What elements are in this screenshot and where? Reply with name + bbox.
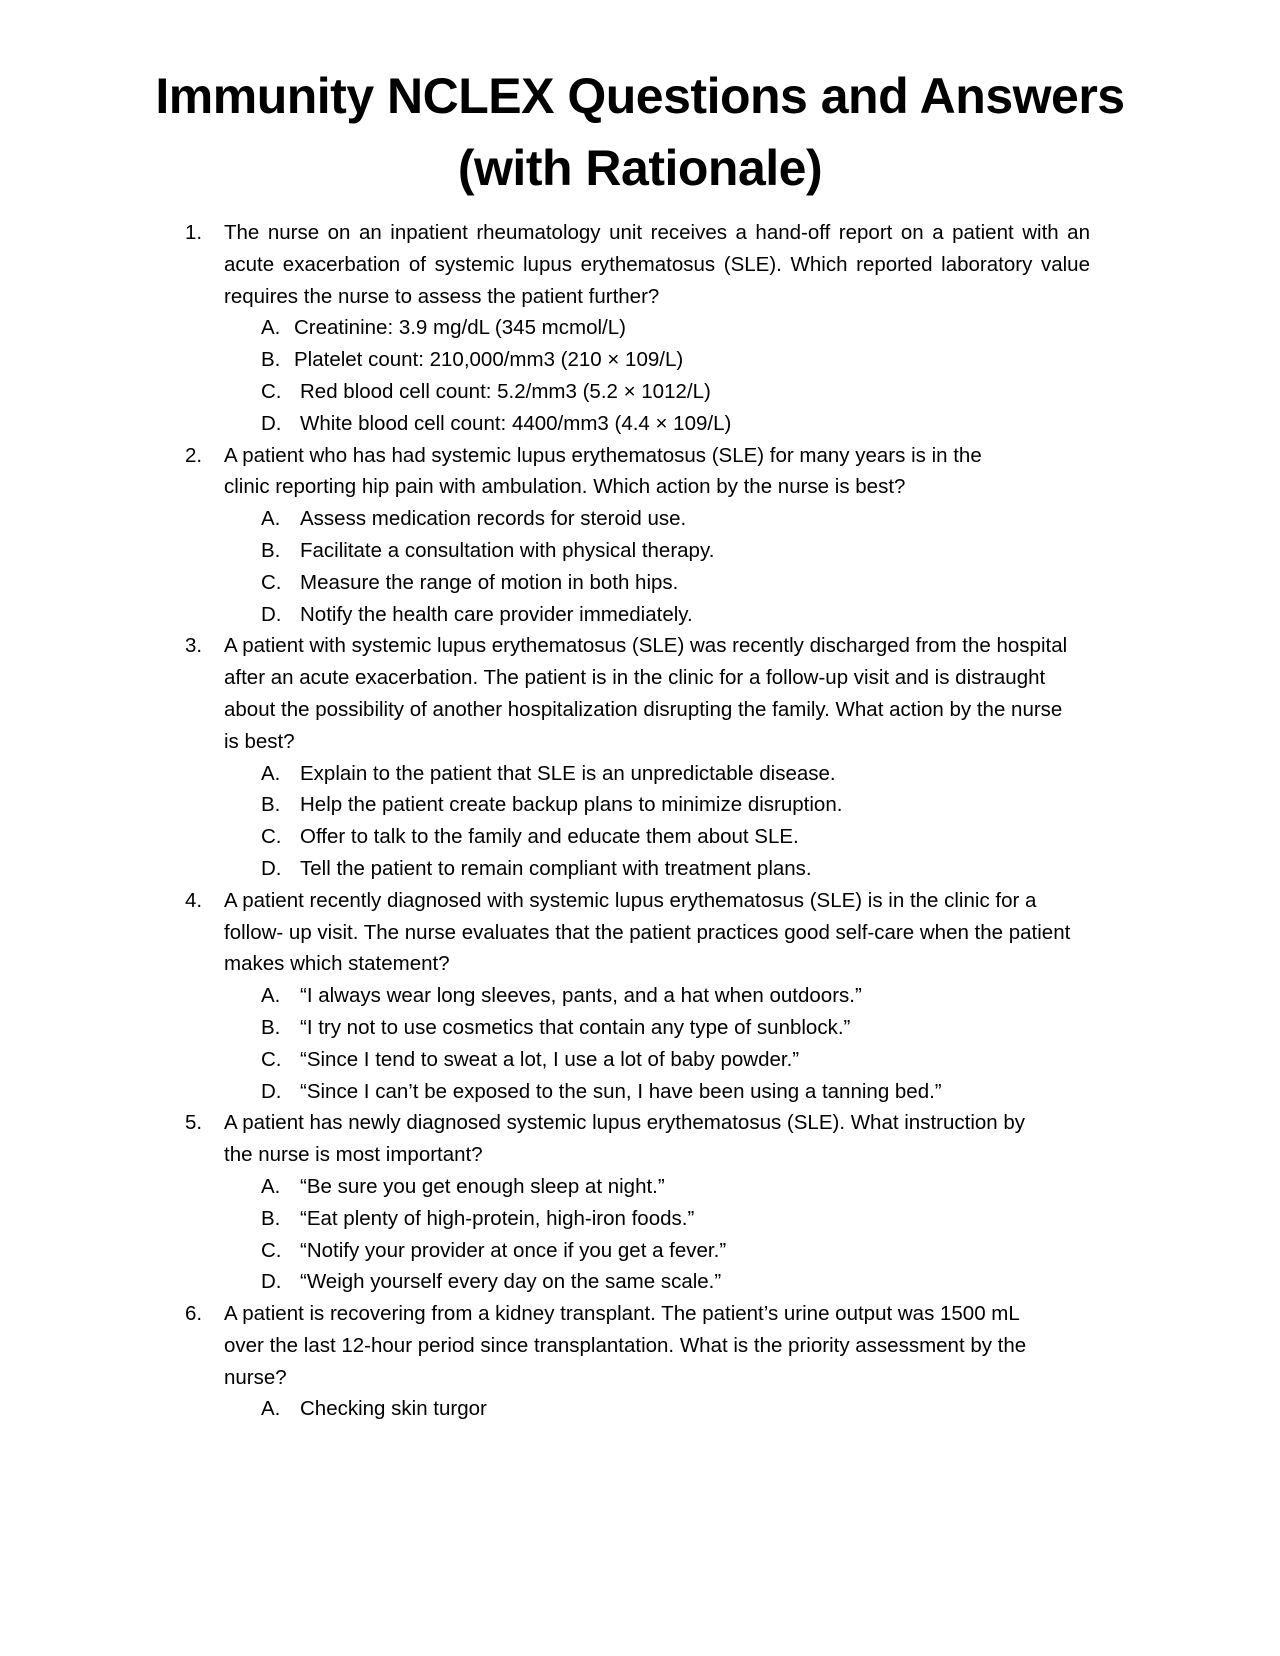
title-line-2: (with Rationale) — [457, 140, 823, 196]
question-number: 5. — [185, 1111, 203, 1135]
option-text: “Be sure you get enough sleep at night.” — [300, 1174, 665, 1198]
question-3 — [0, 630, 1280, 884]
title-line-1: Immunity NCLEX Questions and Answers — [155, 68, 1125, 124]
question-4 — [0, 885, 1280, 1108]
option-letter: C. — [261, 570, 282, 594]
option-text: Explain to the patient that SLE is an unpredictable disease. — [300, 761, 836, 785]
option-text: “Since I can’t be exposed to the sun, I have been using a tanning bed.” — [300, 1079, 942, 1103]
question-text-line: over the last 12-hour period since transplantation. What is the priority assessment by the — [224, 1333, 1027, 1357]
option-b — [0, 535, 1280, 567]
option-letter: D. — [261, 1079, 282, 1103]
option-b — [0, 1203, 1280, 1235]
question-number: 4. — [185, 888, 203, 912]
option-letter: B. — [261, 1206, 281, 1230]
option-text: “I always wear long sleeves, pants, and a hat when outdoors.” — [300, 984, 862, 1008]
option-list — [0, 758, 1280, 885]
option-letter: C. — [261, 825, 282, 849]
option-list — [0, 312, 1280, 439]
option-letter: A. — [261, 507, 281, 531]
option-letter: A. — [261, 984, 281, 1008]
question-6 — [0, 1298, 1280, 1425]
option-letter: B. — [261, 348, 281, 372]
question-text — [224, 1298, 1090, 1393]
option-text: “Weigh yourself every day on the same scale.” — [300, 1270, 722, 1294]
option-text: Checking skin turgor — [300, 1397, 487, 1421]
question-number: 1. — [185, 221, 203, 244]
option-letter: A. — [261, 316, 281, 340]
question-text-line: A patient has newly diagnosed systemic lupus erythematosus (SLE). What instruction by — [224, 1111, 1026, 1135]
option-letter: B. — [261, 793, 281, 817]
option-letter: D. — [261, 411, 282, 435]
question-text-line: A patient who has had systemic lupus erythematosus (SLE) for many years is in the — [224, 443, 982, 467]
option-b — [0, 344, 1280, 376]
document-title — [120, 60, 1160, 204]
option-letter: A. — [261, 1397, 281, 1421]
question-text-line: is best? — [224, 729, 295, 753]
option-letter: A. — [261, 1174, 281, 1198]
option-text: “Notify your provider at once if you get a fever.” — [300, 1238, 727, 1262]
option-b — [0, 789, 1280, 821]
question-1 — [0, 217, 1280, 440]
option-text: Measure the range of motion in both hips. — [300, 570, 679, 594]
option-text: Help the patient create backup plans to minimize disruption. — [300, 793, 843, 817]
question-text-line: follow- up visit. The nurse evaluates that the patient practices good self-care when the patient — [224, 920, 1071, 944]
option-list — [0, 1171, 1280, 1298]
option-text: Notify the health care provider immediately. — [300, 602, 693, 626]
question-text — [224, 630, 1090, 757]
option-text: Creatinine: 3.9 mg/dL (345 mcmol/L) — [294, 316, 626, 340]
option-a — [0, 503, 1280, 535]
question-2 — [0, 440, 1280, 631]
option-c — [0, 821, 1280, 853]
option-b — [0, 1012, 1280, 1044]
option-letter: C. — [261, 1238, 282, 1262]
option-text: Red blood cell count: 5.2/mm3 (5.2 × 1012/L) — [300, 379, 711, 403]
question-text — [224, 1107, 1090, 1171]
option-text: “I try not to use cosmetics that contain any type of sunblock.” — [300, 1015, 851, 1039]
question-text-line: after an acute exacerbation. The patient is in the clinic for a follow-up visit and is distraught — [224, 666, 1046, 690]
question-number: 2. — [185, 443, 203, 467]
question-number: 3. — [185, 634, 203, 658]
option-list — [0, 503, 1280, 630]
question-text — [224, 440, 1090, 504]
option-d — [0, 408, 1280, 440]
option-d — [0, 599, 1280, 631]
option-d — [0, 853, 1280, 885]
option-text: Assess medication records for steroid use. — [300, 507, 687, 531]
option-a — [0, 312, 1280, 344]
question-text-line: about the possibility of another hospitalization disrupting the family. What action by the nurse — [224, 697, 1063, 721]
option-letter: A. — [261, 761, 281, 785]
option-d — [0, 1266, 1280, 1298]
option-letter: B. — [261, 538, 281, 562]
option-text: Tell the patient to remain compliant with treatment plans. — [300, 856, 812, 880]
question-text-line: clinic reporting hip pain with ambulation. Which action by the nurse is best? — [224, 475, 906, 499]
option-letter: D. — [261, 602, 282, 626]
question-text-line: A patient is recovering from a kidney transplant. The patient’s urine output was 1500 mL — [224, 1302, 1020, 1326]
option-a — [0, 1393, 1280, 1425]
option-c — [0, 567, 1280, 599]
option-d — [0, 1076, 1280, 1108]
option-text: Platelet count: 210,000/mm3 (210 × 109/L) — [294, 348, 684, 372]
question-text-line: makes which statement? — [224, 952, 450, 976]
option-letter: C. — [261, 1047, 282, 1071]
option-text: “Eat plenty of high-protein, high-iron foods.” — [300, 1206, 695, 1230]
option-letter: D. — [261, 1270, 282, 1294]
question-number: 6. — [185, 1302, 203, 1326]
option-letter: B. — [261, 1015, 281, 1039]
question-list — [0, 217, 1280, 1425]
option-text: White blood cell count: 4400/mm3 (4.4 × 109/L) — [300, 411, 732, 435]
option-c — [0, 1044, 1280, 1076]
option-a — [0, 1171, 1280, 1203]
question-text-line: A patient with systemic lupus erythematosus (SLE) was recently discharged from the hospital — [224, 634, 1068, 658]
option-letter: C. — [261, 379, 282, 403]
option-c — [0, 1235, 1280, 1267]
question-5 — [0, 1107, 1280, 1298]
option-text: Facilitate a consultation with physical therapy. — [300, 538, 715, 562]
option-text: “Since I tend to sweat a lot, I use a lot of baby powder.” — [300, 1047, 800, 1071]
question-text-line: the nurse is most important? — [224, 1143, 483, 1167]
option-list — [0, 1393, 1280, 1425]
question-text — [224, 885, 1090, 980]
question-text-line: nurse? — [224, 1365, 287, 1389]
option-a — [0, 758, 1280, 790]
option-c — [0, 376, 1280, 408]
question-text: The nurse on an inpatient rheumatology unit receives a hand-off report on a patient with an acute exacerbation of systemic lupus erythematosus (SLE). Which reported laboratory value requires the nurse to assess the patient further? — [224, 221, 1090, 308]
option-list — [0, 980, 1280, 1107]
option-text: Offer to talk to the family and educate them about SLE. — [300, 825, 799, 849]
option-a — [0, 980, 1280, 1012]
option-letter: D. — [261, 856, 282, 880]
question-text-line: A patient recently diagnosed with systemic lupus erythematosus (SLE) is in the clinic for a — [224, 888, 1037, 912]
